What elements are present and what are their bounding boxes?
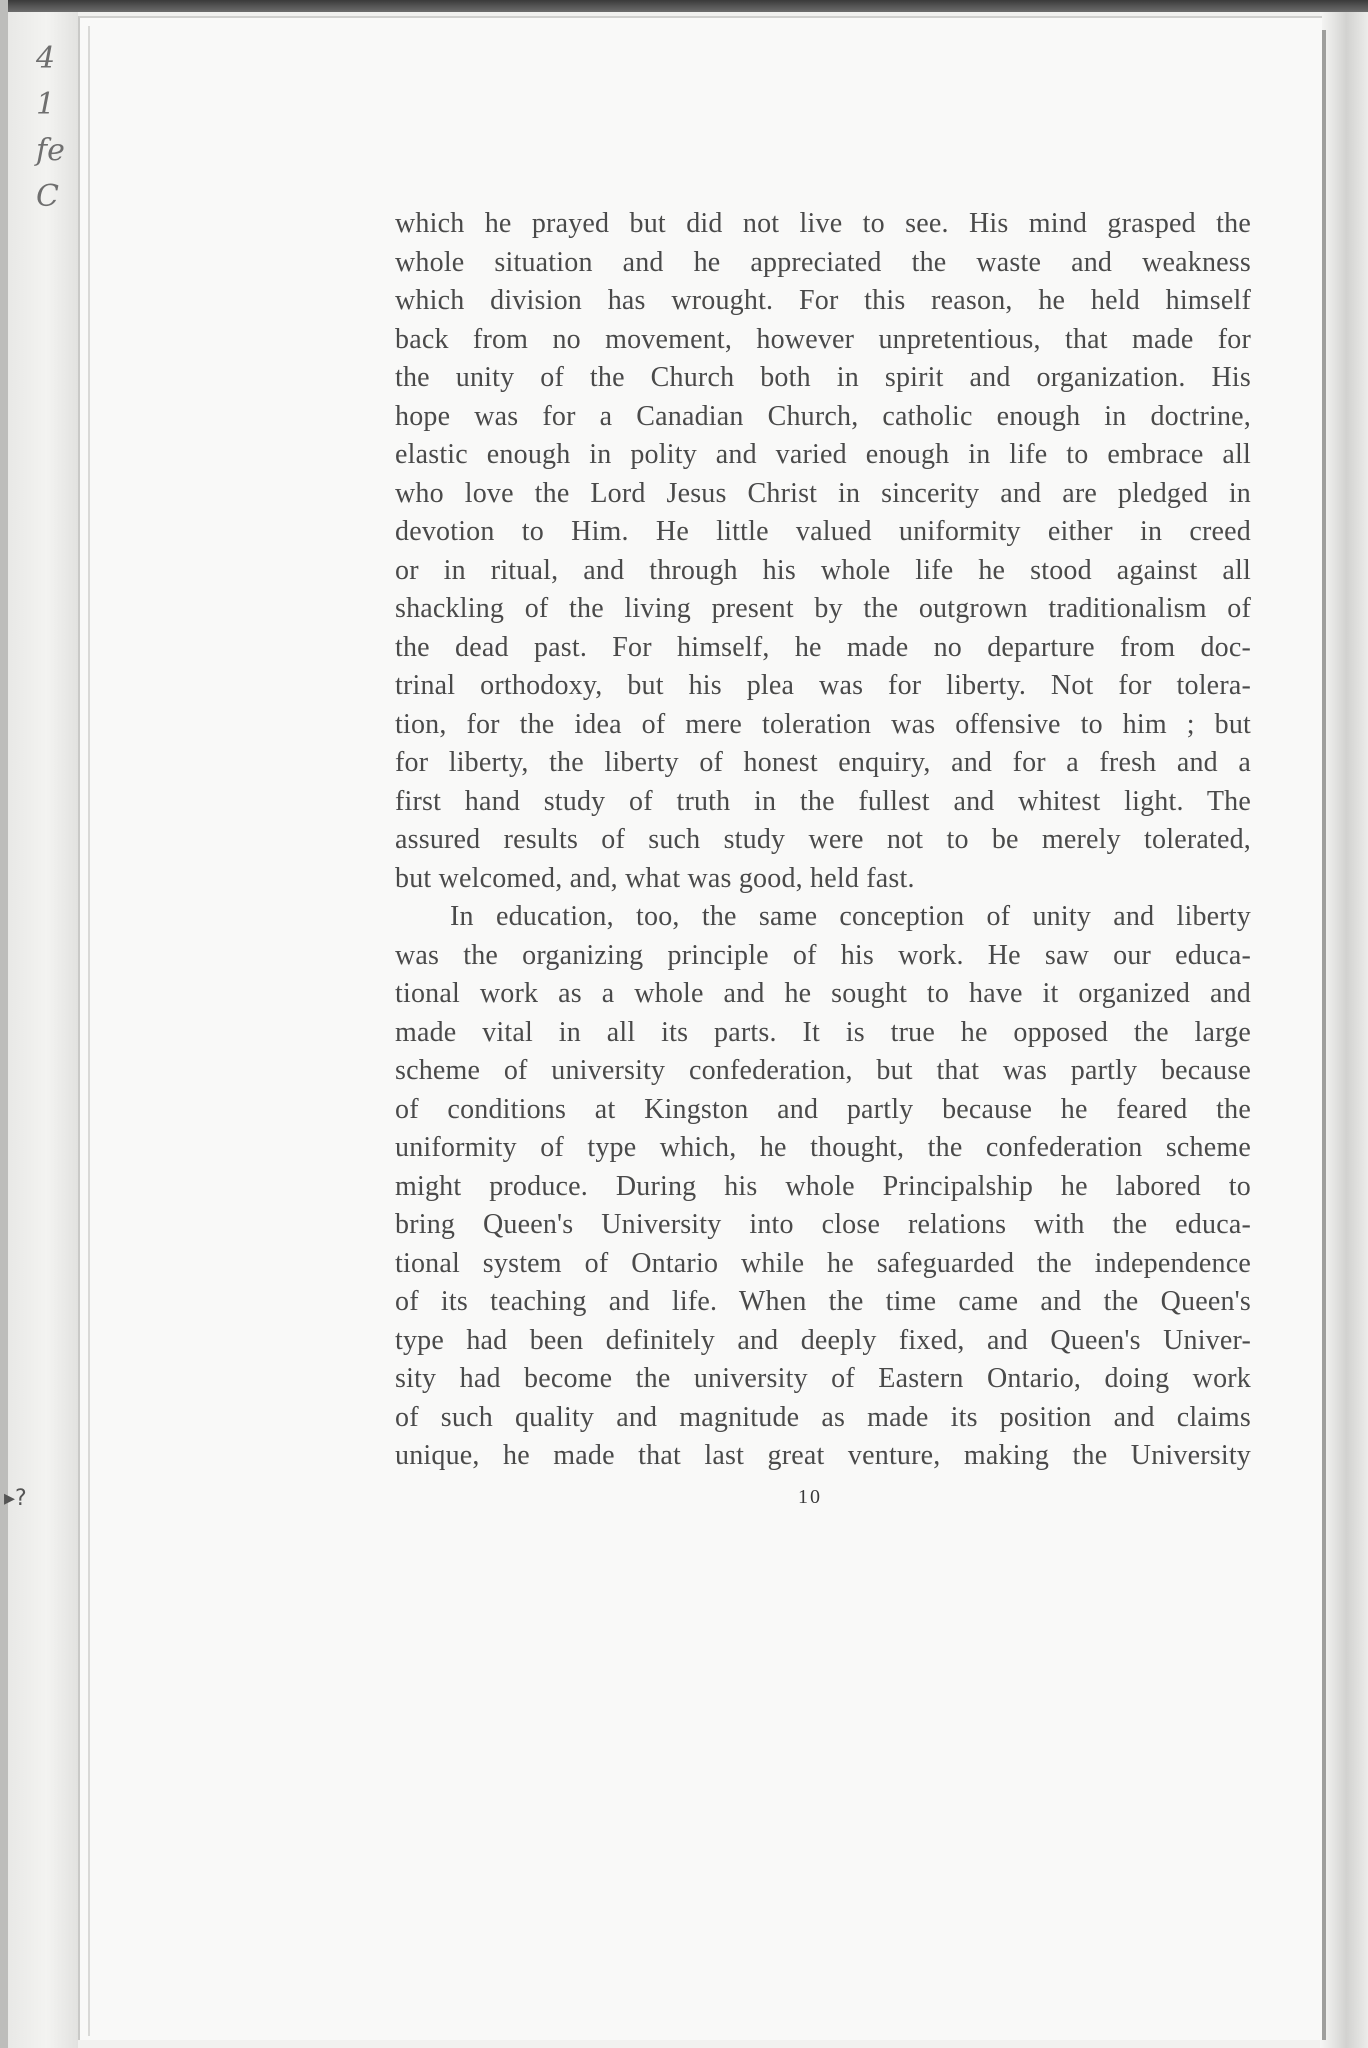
margin-note: 4 bbox=[36, 41, 56, 76]
body-text bbox=[395, 205, 1251, 1476]
text-line: was the organizing principle of his work. He saw our educa- bbox=[395, 939, 1251, 971]
margin-note: fe bbox=[36, 133, 65, 168]
margin-arrow-mark: ▸? bbox=[4, 1486, 27, 1511]
scanner-top-edge bbox=[0, 0, 1368, 12]
page-number: 10 bbox=[798, 1486, 822, 1508]
text-line: might produce. During his whole Principalship he labored to bbox=[395, 1170, 1251, 1202]
text-line: devotion to Him. He little valued uniformity either in creed bbox=[395, 516, 1251, 547]
text-line: tional system of Ontario while he safeguarded the independence bbox=[395, 1247, 1251, 1279]
text-line: shackling of the living present by the outgrown traditionalism of bbox=[395, 593, 1251, 624]
page-edge-line bbox=[1322, 30, 1326, 2040]
handwritten-margin-notes bbox=[36, 36, 76, 220]
text-line: elastic enough in polity and varied enough in life to embrace all bbox=[395, 439, 1251, 470]
text-line: hope was for a Canadian Church, catholic enough in doctrine, bbox=[395, 400, 1251, 432]
text-line: which he prayed but did not live to see. His mind grasped the bbox=[395, 208, 1251, 239]
binding-strip bbox=[0, 12, 78, 2048]
text-line: the dead past. For himself, he made no departure from doc- bbox=[395, 631, 1251, 663]
text-line: tional work as a whole and he sought to have it organized and bbox=[395, 978, 1251, 1009]
binding-edge bbox=[0, 0, 8, 2048]
text-line: unique, he made that last great venture, making the University bbox=[395, 1440, 1251, 1471]
text-line: the unity of the Church both in spirit and organization. His bbox=[395, 362, 1251, 393]
text-line: of conditions at Kingston and partly because he feared the bbox=[395, 1093, 1251, 1125]
text-line: whole situation and he appreciated the waste and weakness bbox=[395, 246, 1251, 278]
text-line: but welcomed, and, what was good, held fast. bbox=[395, 862, 915, 894]
text-line: bring Queen's University into close relations with the educa- bbox=[395, 1209, 1251, 1240]
text-line: uniformity of type which, he thought, the confederation scheme bbox=[395, 1132, 1251, 1163]
text-line: which division has wrought. For this reason, he held himself bbox=[395, 285, 1251, 316]
text-line: back from no movement, however unpretentious, that made for bbox=[395, 323, 1251, 355]
text-line: In education, too, the same conception of unity and liberty bbox=[450, 901, 1251, 932]
margin-note: 1 bbox=[36, 87, 56, 122]
text-line: or in ritual, and through his whole life he stood against all bbox=[395, 554, 1251, 586]
text-line: scheme of university confederation, but that was partly because bbox=[395, 1055, 1251, 1086]
text-line: first hand study of truth in the fullest and whitest light. The bbox=[395, 785, 1251, 817]
page-fold-line bbox=[88, 26, 90, 2036]
text-line: assured results of such study were not to be merely tolerated, bbox=[395, 824, 1251, 855]
text-line: sity had become the university of Eastern Ontario, doing work bbox=[395, 1363, 1251, 1394]
text-line: made vital in all its parts. It is true he opposed the large bbox=[395, 1016, 1251, 1048]
text-line: of such quality and magnitude as made its position and claims bbox=[395, 1401, 1251, 1433]
text-line: trinal orthodoxy, but his plea was for liberty. Not for tolera- bbox=[395, 670, 1251, 701]
text-line: for liberty, the liberty of honest enquiry, and for a fresh and a bbox=[395, 747, 1251, 778]
margin-note: C bbox=[36, 179, 59, 214]
text-line: type had been definitely and deeply fixed, and Queen's Univer- bbox=[395, 1324, 1251, 1356]
text-line: tion, for the idea of mere toleration was offensive to him ; but bbox=[395, 708, 1251, 740]
text-line: who love the Lord Jesus Christ in sincerity and are pledged in bbox=[395, 477, 1251, 509]
page-right-shadow bbox=[1320, 12, 1368, 2048]
text-line: of its teaching and life. When the time came and the Queen's bbox=[395, 1286, 1251, 1317]
